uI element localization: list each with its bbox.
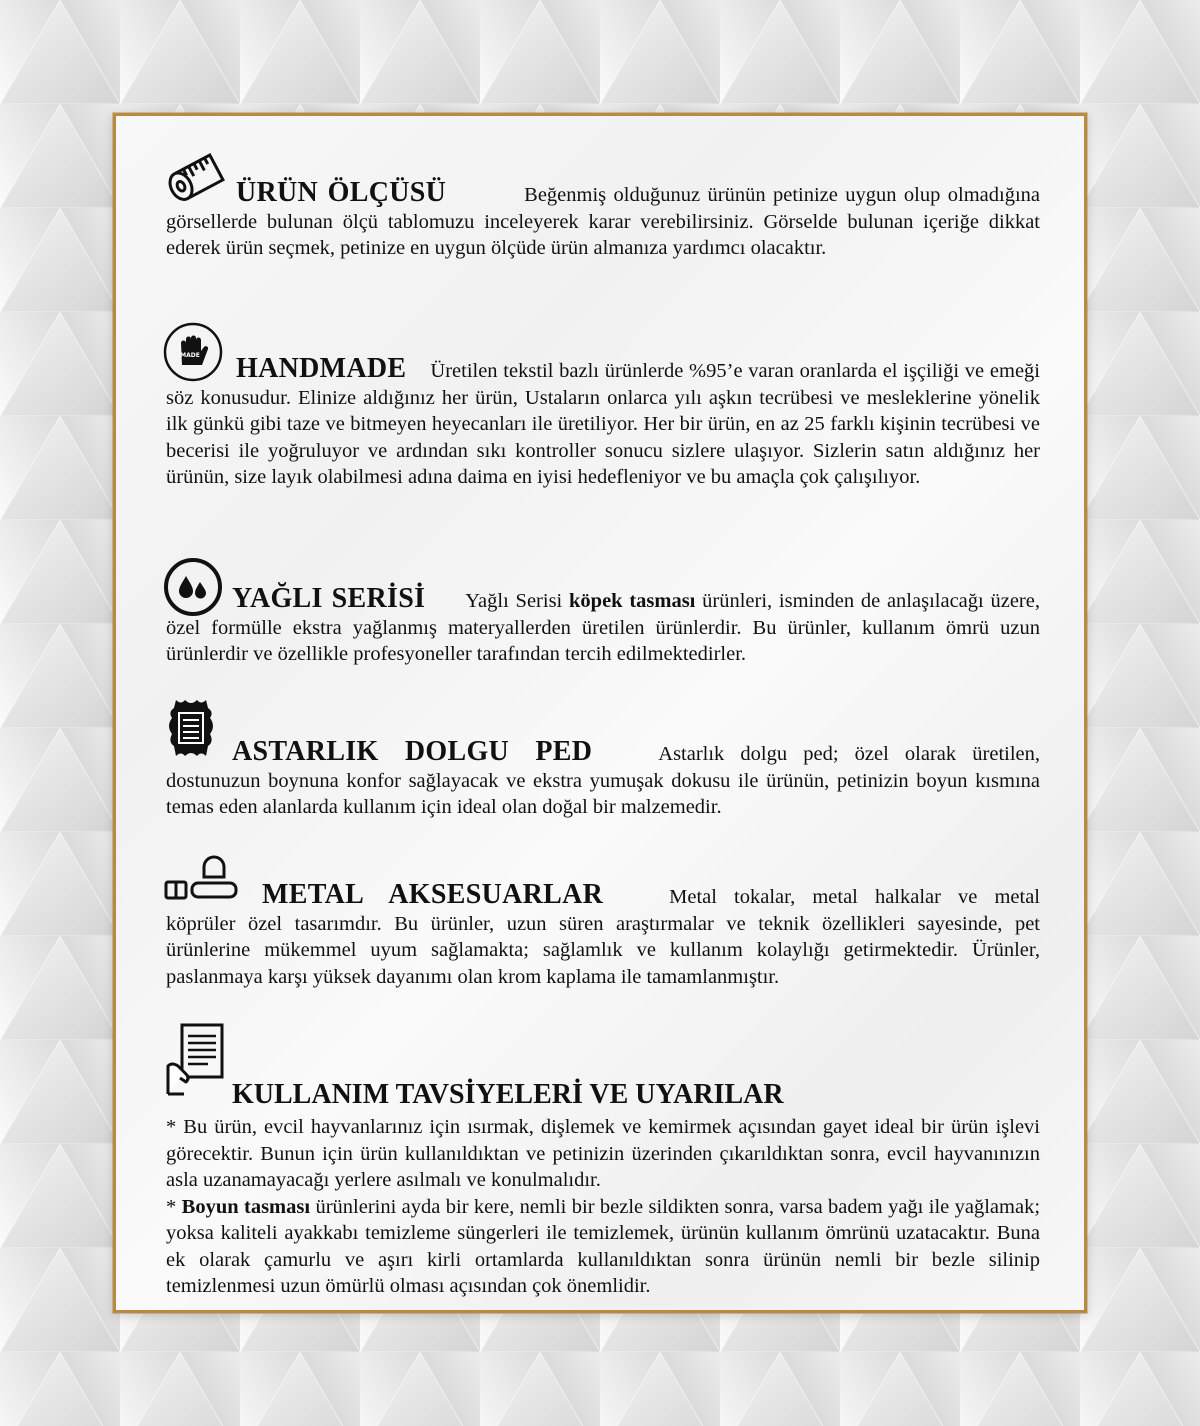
warning-paragraph-2 bbox=[166, 1194, 1040, 1300]
section-handmade bbox=[166, 353, 1040, 491]
bullet-marker: * bbox=[166, 1195, 182, 1218]
section-astarlik-dolgu-ped bbox=[166, 736, 1041, 821]
warning-paragraph-1 bbox=[166, 1114, 1040, 1194]
section-text: Beğenmiş olduğunuz ürünün petinize uygun olup olmadığına görsellerde bulunan ölçü tablomuzu inceleyerek karar verebilirsiniz. Görselde bulunan içeriğe dikkat ederek ürün seçmek, petinize en uygun ölçüde ürün almanıza yardımcı olacaktır. bbox=[166, 184, 1041, 259]
warning-text-1: * Bu ürün, evcil hayvanlarınız için ısırmak, dişlemek ve kemirmek açısından gayet ideal bir ürün işlevi görecektir. Bunun için ürün kullanıldıktan ve petinizin üzerinden çıkarıldıktan sonra, evcil hayvanınızın asla uzanamayacağı yerlere asılmalı ve konulmalıdır. bbox=[166, 1116, 1040, 1191]
section-title: ÜRÜN ÖLÇÜSÜ bbox=[236, 177, 447, 208]
section-yagli-serisi bbox=[166, 583, 1040, 668]
section-title: YAĞLI SERİSİ bbox=[232, 583, 426, 614]
made-label: MADE bbox=[180, 352, 200, 359]
section-title: ASTARLIK DOLGU PED bbox=[232, 736, 593, 767]
warning-text-2: ürünlerini ayda bir kere, nemli bir bezle sildikten sonra, varsa badem yağı ile yağlamak; yoksa kaliteli ayakkabı temizleme süngerleri ile temizlemek, ürünün kullanım ömrünü uzatacaktır. Buna ek olarak çamurlu ve aşırı kirli ortamlarda kullanıldıktan sonra ürünün nemli bir bezle silinip temizlenmesi uzun ömürlü olması açısından çok önemlidir. bbox=[166, 1195, 1041, 1297]
section-text-after: ürünleri, isminden de anlaşılacağı üzere, özel formülle ekstra yağlanmış materyallerden üretilen ürünlerdir. Bu ürünler, kullanım ömrü uzun ürünlerdir ve özellikle profesyoneller tarafından tercih edilmektedirler. bbox=[166, 590, 1040, 665]
section-metal-aksesuarlar bbox=[166, 879, 1040, 990]
section-title: HANDMADE bbox=[236, 353, 407, 384]
section-urun-olcusu bbox=[166, 177, 1041, 262]
section-text: Metal tokalar, metal halkalar ve metal köprüler özel tasarımdır. Bu ürünler, uzun süren araştırmalar ve teknik özellikleri sayesinde, pet ürünlerine mükemmel uyum sağlamakta; sağlamlık ve kullanım kolaylığı getirmektedir. Ürünler, paslanmaya karşı yüksek dayanımı olan krom kaplama ile tamamlanmıştır. bbox=[166, 886, 1040, 988]
warning-text-bold: Boyun tasması bbox=[181, 1195, 311, 1218]
section-text-bold: köpek tasması bbox=[569, 590, 696, 612]
section-text: Üretilen tekstil bazlı ürünlerde %95’e varan oranlarda el işçiliği ve emeği söz konusudur. Elinize aldığınız her ürün, Ustaların onlarca yılı aşkın tecrübesi ve mesleklerine yönelik ilk günkü gibi taze ve bitmeyen heyecanları ile üretiliyor. Her bir ürün, en az 25 farklı kişinin tecrübesi ve becerisi ile yoğruluyor ve ardından sıkı kontroller sonucu sizlere ulaşıyor. Sizlerin satın aldığınız her ürünün, size layık olabilmesi adına daima en iyisi hedefleniyor ve bu amaçla çok çalışılıyor. bbox=[166, 360, 1040, 488]
section-title: METAL AKSESUARLAR bbox=[262, 879, 604, 910]
section-kullanim-tavsiyeleri bbox=[166, 1078, 1040, 1300]
section-text-before: Yağlı Serisi bbox=[465, 590, 570, 612]
section-text: Astarlık dolgu ped; özel olarak üretilen, dostunuzun boynuna konfor sağlayacak ve ekstra yumuşak dokusu ile ürünün, petinizin boyun kısmına temas eden alanlarda kullanım için ideal olan doğal bir malzemedir. bbox=[166, 743, 1041, 818]
section-title: KULLANIM TAVSİYELERİ VE UYARILAR bbox=[232, 1079, 784, 1110]
content-panel bbox=[113, 113, 1087, 1313]
